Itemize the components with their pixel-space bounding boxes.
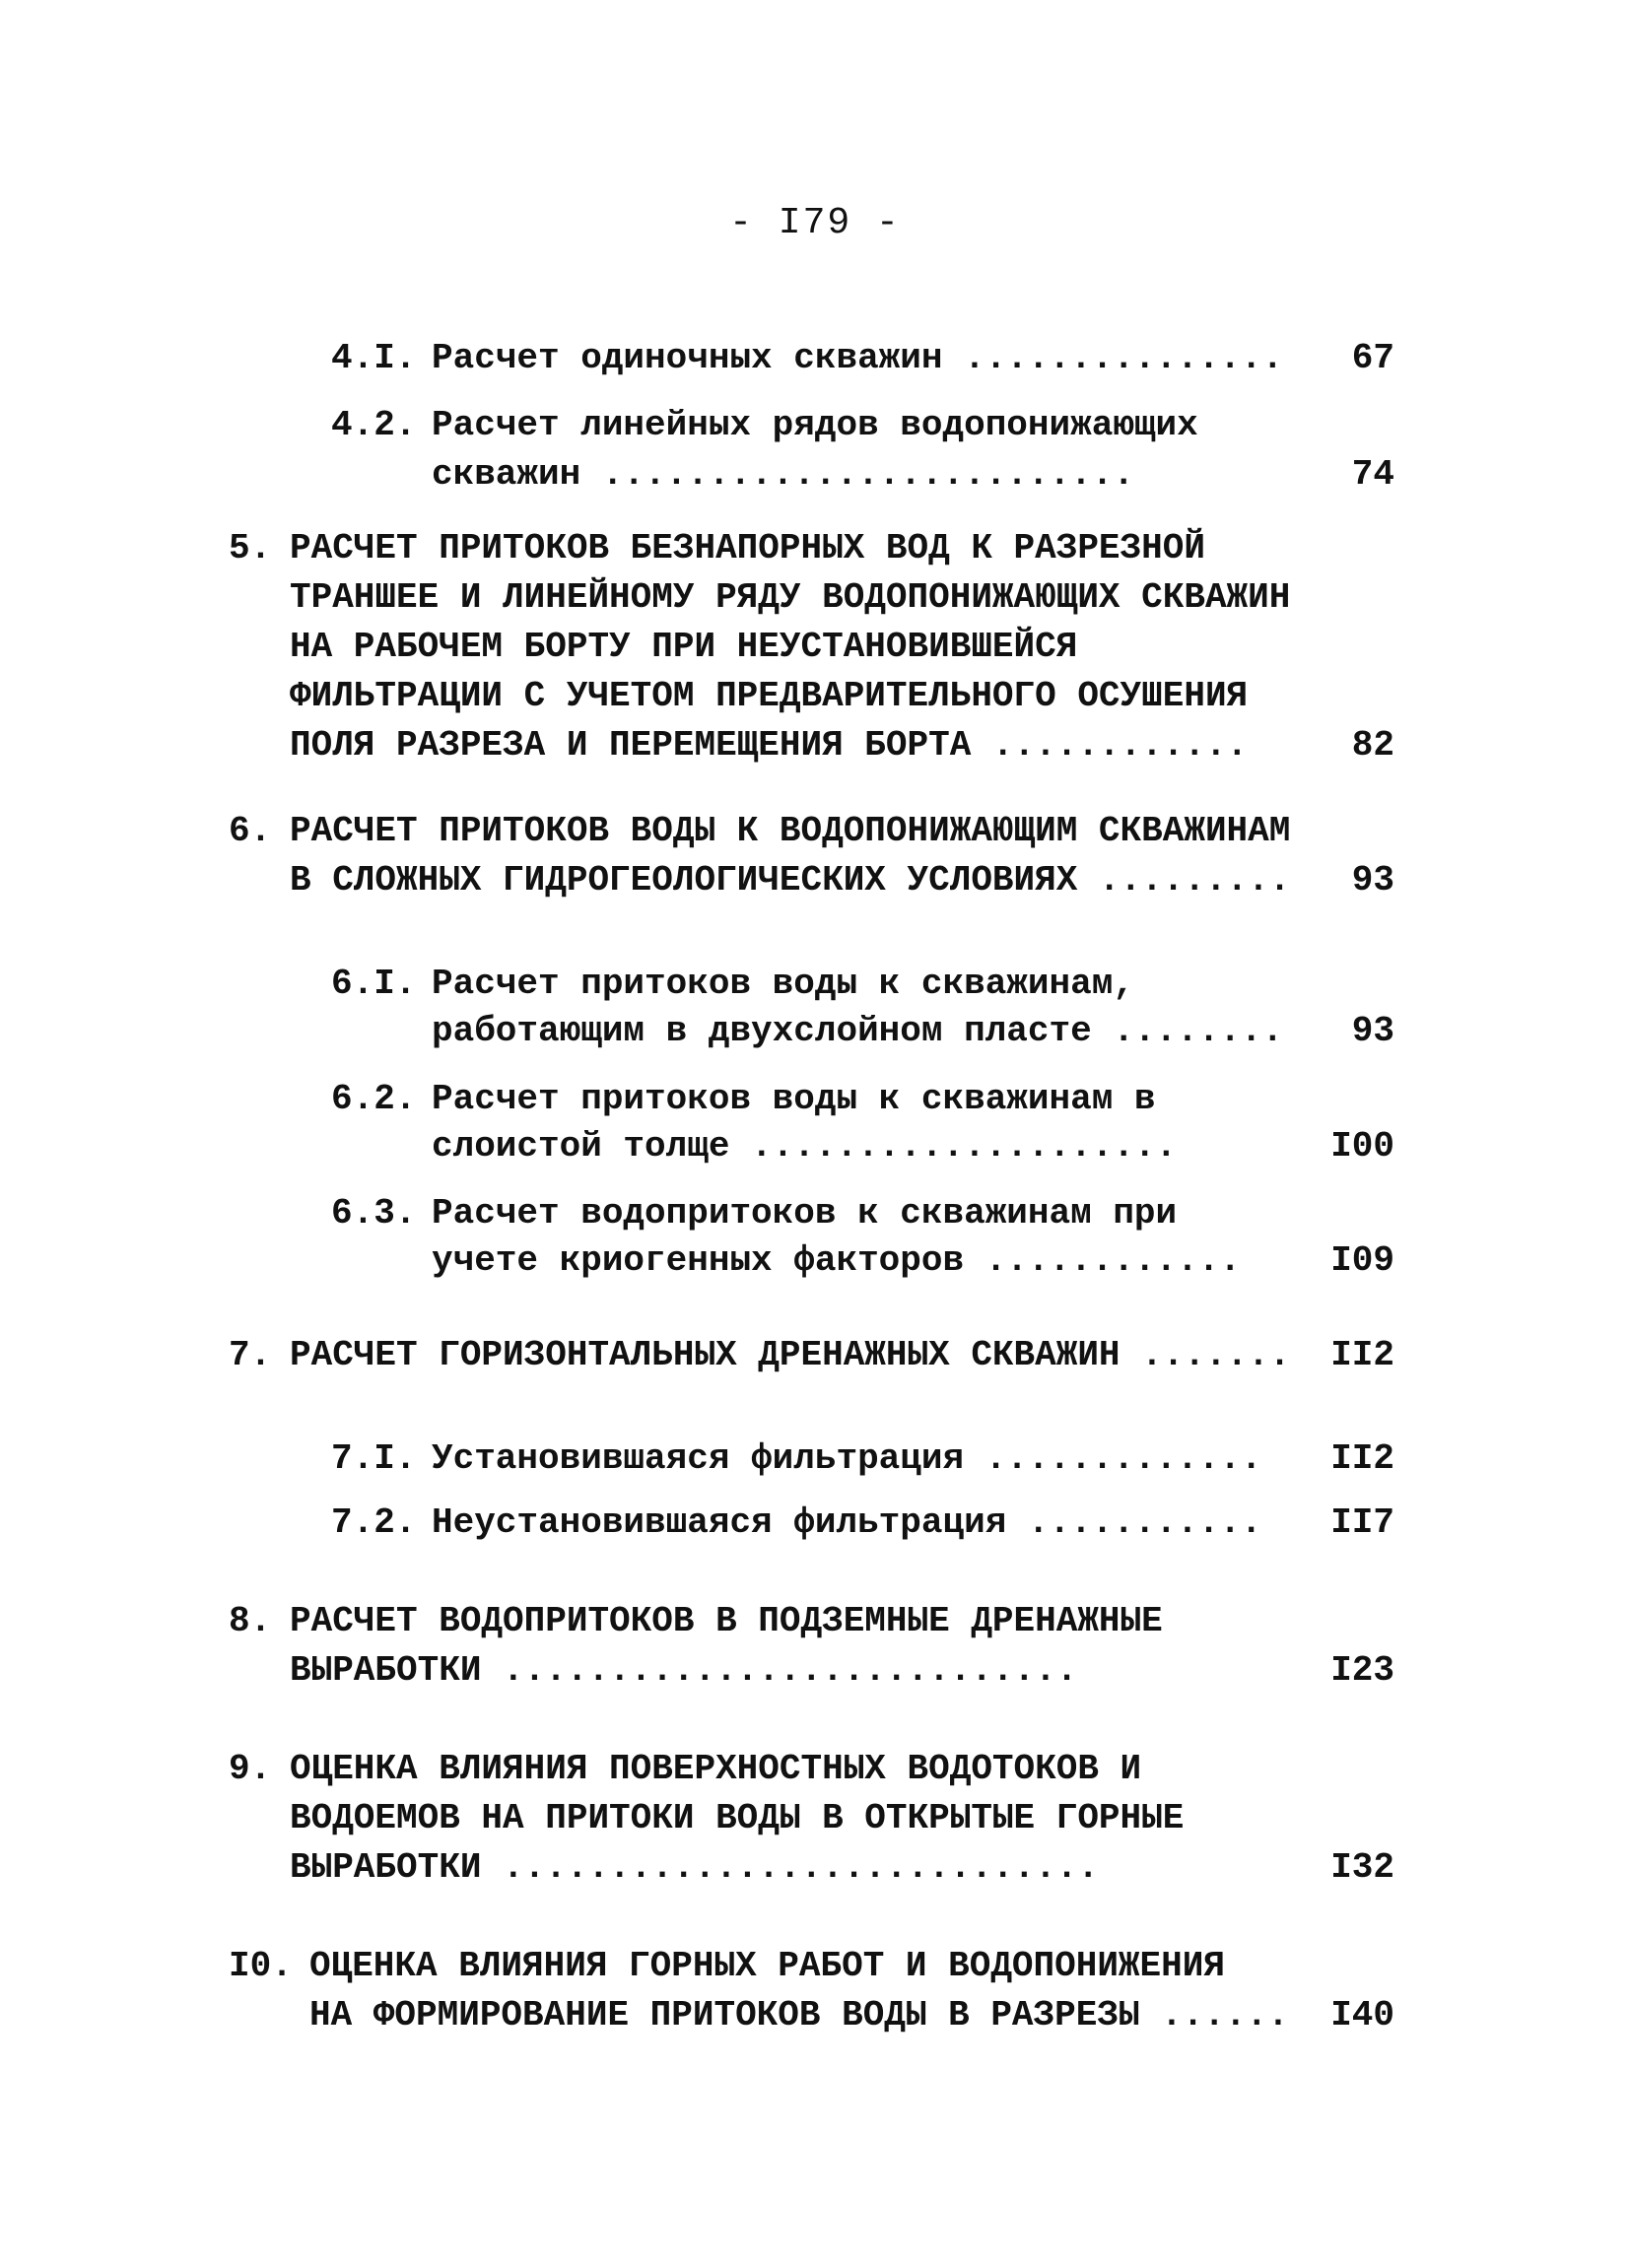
toc-entry-line: слоистой толще ....................: [432, 1126, 1178, 1167]
toc-entry-page: 74: [1351, 454, 1394, 495]
toc-entry-number: 7.: [229, 1335, 272, 1375]
toc-entry-line: Расчет одиночных скважин ...............: [432, 338, 1284, 378]
toc-entry-number: 9.: [229, 1749, 272, 1789]
toc-entry-line: ПОЛЯ РАЗРЕЗА И ПЕРЕМЕЩЕНИЯ БОРТА ............: [290, 725, 1249, 766]
toc-entry-line: Расчет притоков воды к скважинам в: [432, 1079, 1156, 1119]
toc-entry-number: I0.: [229, 1946, 293, 1986]
toc-entry-page: II2: [1330, 1438, 1394, 1479]
toc-entry-page: II2: [1330, 1335, 1394, 1375]
toc-entry-number: 6.: [229, 811, 272, 851]
toc-entry-line: Неустановившаяся фильтрация ...........: [432, 1502, 1262, 1543]
toc-entry-page: 82: [1351, 725, 1394, 766]
toc-entry-line: Установившаяся фильтрация .............: [432, 1438, 1262, 1479]
toc-entry-line: учете криогенных факторов ............: [432, 1240, 1241, 1281]
toc-entry-page: I32: [1330, 1847, 1394, 1888]
toc-entry-page: I23: [1330, 1650, 1394, 1691]
toc-entry-line: ОЦЕНКА ВЛИЯНИЯ ПОВЕРХНОСТНЫХ ВОДОТОКОВ И: [290, 1749, 1142, 1789]
toc-entry-line: Расчет водопритоков к скважинам при: [432, 1193, 1178, 1234]
toc-entry-line: скважин .........................: [432, 454, 1134, 495]
toc-entry-number: 6.2.: [331, 1079, 417, 1119]
toc-entry-line: работающим в двухслойном пласте ........: [432, 1011, 1284, 1051]
toc-entry-line: ОЦЕНКА ВЛИЯНИЯ ГОРНЫХ РАБОТ И ВОДОПОНИЖЕНИЯ: [309, 1946, 1225, 1986]
toc-entry-line: РАСЧЕТ ПРИТОКОВ БЕЗНАПОРНЫХ ВОД К РАЗРЕЗНОЙ: [290, 528, 1205, 568]
toc-entry-line: РАСЧЕТ ВОДОПРИТОКОВ В ПОДЗЕМНЫЕ ДРЕНАЖНЫЕ: [290, 1601, 1163, 1641]
toc-entry-number: 8.: [229, 1601, 272, 1641]
toc-entry-line: ФИЛЬТРАЦИИ С УЧЕТОМ ПРЕДВАРИТЕЛЬНОГО ОСУШЕНИЯ: [290, 676, 1249, 716]
toc-entry-number: 7.2.: [331, 1502, 417, 1543]
toc-entry-number: 6.I.: [331, 964, 417, 1004]
toc-entry-line: Расчет линейных рядов водопонижающих: [432, 405, 1198, 445]
toc-entry-number: 6.3.: [331, 1193, 417, 1234]
toc-entry-line: В СЛОЖНЫХ ГИДРОГЕОЛОГИЧЕСКИХ УСЛОВИЯХ .........: [290, 860, 1291, 901]
toc-entry-number: 7.I.: [331, 1438, 417, 1479]
toc-entry-line: ВОДОЕМОВ НА ПРИТОКИ ВОДЫ В ОТКРЫТЫЕ ГОРНЫЕ: [290, 1798, 1185, 1838]
toc-entry-line: ВЫРАБОТКИ ...........................: [290, 1650, 1078, 1691]
toc-entry-line: ТРАНШЕЕ И ЛИНЕЙНОМУ РЯДУ ВОДОПОНИЖАЮЩИХ СКВАЖИН: [290, 577, 1291, 618]
page-number: - I79 -: [729, 202, 901, 244]
toc-entry-line: РАСЧЕТ ГОРИЗОНТАЛЬНЫХ ДРЕНАЖНЫХ СКВАЖИН .......: [290, 1335, 1291, 1375]
toc-entry-number: 5.: [229, 528, 272, 568]
toc-entry-page: 93: [1351, 1011, 1394, 1051]
toc-entry-number: 4.2.: [331, 405, 417, 445]
toc-entry-page: II7: [1330, 1502, 1394, 1543]
toc-entry-line: Расчет притоков воды к скважинам,: [432, 964, 1134, 1004]
toc-entry-page: I00: [1330, 1126, 1394, 1167]
toc-entry-line: РАСЧЕТ ПРИТОКОВ ВОДЫ К ВОДОПОНИЖАЮЩИМ СКВАЖИНАМ: [290, 811, 1291, 851]
toc-entry-number: 4.I.: [331, 338, 417, 378]
toc-entry-page: I09: [1330, 1240, 1394, 1281]
toc-entry-line: НА ФОРМИРОВАНИЕ ПРИТОКОВ ВОДЫ В РАЗРЕЗЫ ......: [309, 1995, 1289, 2035]
toc-entry-page: I40: [1330, 1995, 1394, 2035]
toc-entry-page: 93: [1351, 860, 1394, 901]
toc-entry-line: НА РАБОЧЕМ БОРТУ ПРИ НЕУСТАНОВИВШЕЙСЯ: [290, 627, 1078, 667]
toc-entry-page: 67: [1351, 338, 1394, 378]
toc-entry-line: ВЫРАБОТКИ ............................: [290, 1847, 1099, 1888]
